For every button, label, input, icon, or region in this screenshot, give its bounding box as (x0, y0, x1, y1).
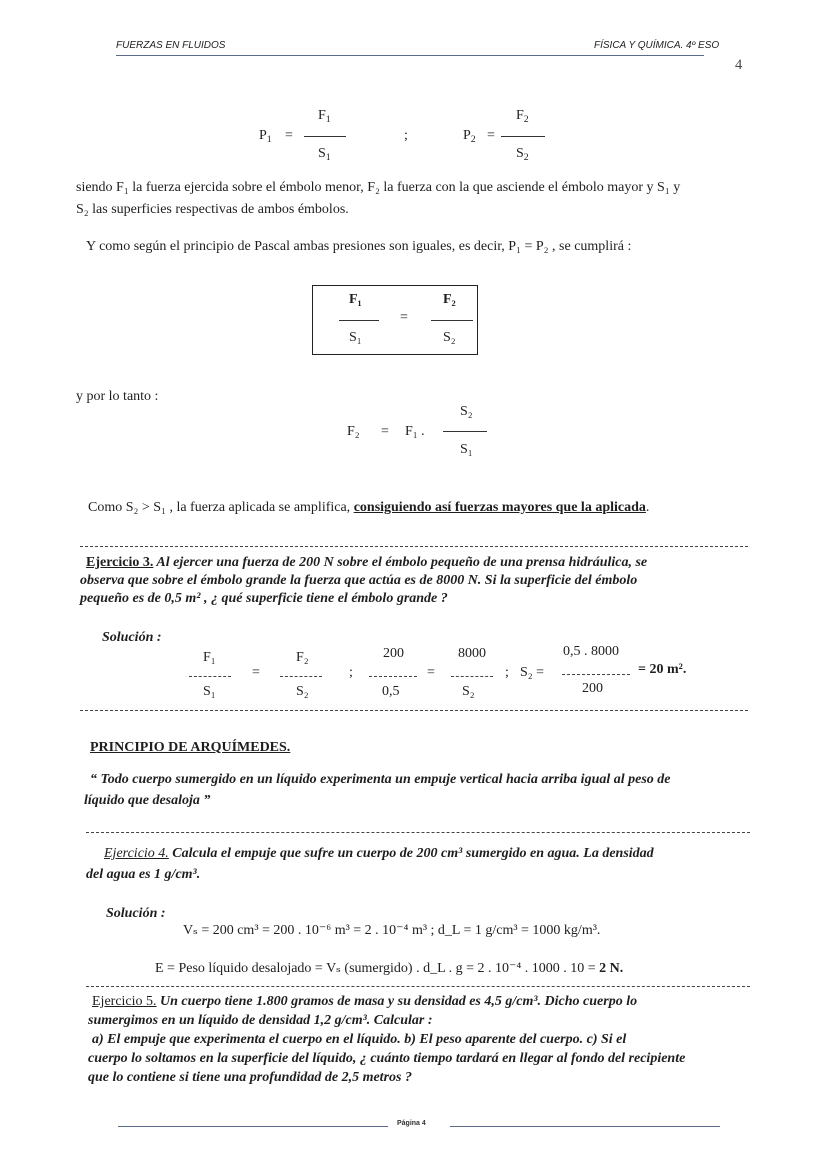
sol-s1: S₁ (203, 684, 216, 699)
body-text-1a: siendo F₁ la fuerza ejercida sobre el émbolo menor, F₂ la fuerza con la que asciende el émbolo mayor y S₁ y (76, 180, 681, 195)
body-text-1b: S₂ las superficies respectivas de ambos émbolos. (76, 202, 349, 217)
p2-numerator: $F_2$ (516, 108, 529, 125)
divider-3 (86, 832, 750, 833)
therefore-text: y por lo tanto : (76, 389, 159, 404)
p1-denominator: $S_1$ (318, 146, 331, 163)
boxed-s1: S₁ (349, 330, 362, 345)
sol-bar-1 (189, 676, 231, 677)
p2-equals: = (487, 128, 495, 143)
f2-equals: = (381, 424, 389, 439)
exercise-4-line-1: Ejercicio 4. Calcula el empuje que sufre un cuerpo de 200 cm³ sumergido en agua. La densidad (104, 846, 654, 861)
sol-bar-5 (562, 674, 630, 675)
boxed-f2: F₂ (443, 292, 456, 307)
separator: ; (404, 128, 408, 143)
sol-bar-4 (451, 676, 493, 677)
exercise-5-line-3: a) El empuje que experimenta el cuerpo en el líquido. b) El peso aparente del cuerpo. c) Si el (92, 1032, 627, 1047)
p2-symbol: $P_2$ (463, 128, 476, 145)
amplification-text: Como S₂ > S₁ , la fuerza aplicada se amplifica, consiguiendo así fuerzas mayores que la aplicada. (88, 500, 650, 515)
boxed-bar-1 (339, 320, 379, 321)
archimedes-quote-2: líquido que desaloja ” (84, 793, 211, 808)
boxed-bar-2 (431, 320, 473, 321)
footer-rule-left (118, 1126, 388, 1127)
sol-bar-2 (280, 676, 322, 677)
sol-den-result: 200 (582, 681, 603, 696)
sol-f1: F₁ (203, 650, 216, 665)
f2-lhs: F₂ (347, 424, 360, 439)
sol-eq-1: = (252, 665, 260, 680)
exercise-4-line-2: del agua es 1 g/cm³. (86, 867, 201, 882)
sol-s2-eq: S₂ = (520, 665, 545, 680)
exercise-3-line-3: pequeño es de 0,5 m² , ¿ qué superficie tiene el émbolo grande ? (80, 591, 448, 606)
sol-eq-2: = (427, 665, 435, 680)
ratio-bar (443, 431, 487, 432)
boxed-equals: = (400, 310, 408, 325)
sol-s2: S₂ (296, 684, 309, 699)
pascal-text: Y como según el principio de Pascal ambas presiones son iguales, es decir, P₁ = P₂ , se cumplirá : (86, 239, 632, 254)
ratio-numerator: S₂ (460, 404, 473, 419)
footer-rule-right (450, 1126, 720, 1127)
divider-4 (86, 986, 750, 987)
divider-2 (80, 710, 748, 711)
p1-fraction-bar (304, 136, 346, 137)
sol-f2: F₂ (296, 650, 309, 665)
exercise-3-solution-label: Solución : (102, 630, 162, 645)
sol-s2-den: S₂ (462, 684, 475, 699)
header-subject: FÍSICA Y QUÍMICA. 4º ESO (594, 40, 720, 51)
ratio-denominator: S₁ (460, 442, 473, 457)
header-title: FUERZAS EN FLUIDOS (116, 40, 226, 51)
p2-fraction-bar (501, 136, 545, 137)
exercise-4-calc-1: Vₛ = 200 cm³ = 200 . 10⁻⁶ m³ = 2 . 10⁻⁴ m³ ; d_L = 1 g/cm³ = 1000 kg/m³. (183, 923, 601, 938)
archimedes-heading: PRINCIPIO DE ARQUÍMEDES. (90, 740, 291, 755)
exercise-4-calc-2: E = Peso líquido desalojado = Vₛ (sumergido) . d_L . g = 2 . 10⁻⁴ . 1000 . 10 = 2 N. (155, 961, 624, 976)
sol-result: = 20 m². (638, 662, 687, 677)
sol-semi-2: ; (505, 665, 509, 680)
exercise-5-line-4: cuerpo lo soltamos en la superficie del líquido, ¿ cuánto tiempo tardará en llegar al fondo del recipiente (88, 1051, 686, 1066)
sol-semi-1: ; (349, 665, 353, 680)
footer-page-label: Página 4 (397, 1120, 426, 1127)
exercise-3-line-2: observa que sobre el émbolo grande la fuerza que actúa es de 8000 N. Si la superficie del émbolo (80, 573, 638, 588)
sol-05: 0,5 (382, 684, 400, 699)
sol-8000: 8000 (458, 646, 486, 661)
exercise-5-line-2: sumergimos en un líquido de densidad 1,2 g/cm³. Calcular : (88, 1013, 433, 1028)
f1-term: F₁ . (405, 424, 425, 439)
p1-symbol: $P_1$ (259, 128, 272, 145)
archimedes-quote-1: “ Todo cuerpo sumergido en un líquido experimenta un empuje vertical hacia arriba igual al peso de (90, 772, 671, 787)
exercise-4-solution-label: Solución : (106, 906, 166, 921)
divider-1 (80, 546, 748, 547)
sol-bar-3 (369, 676, 417, 677)
exercise-5-line-1: Ejercicio 5. Un cuerpo tiene 1.800 gramos de masa y su densidad es 4,5 g/cm³. Dicho cuerpo lo (92, 994, 638, 1009)
header-rule (116, 55, 704, 56)
exercise-5-line-5: que lo contiene si tiene una profundidad de 2,5 metros ? (88, 1070, 412, 1085)
p1-equals: = (285, 128, 293, 143)
p1-numerator: $F_1$ (318, 108, 331, 125)
boxed-s2: S₂ (443, 330, 456, 345)
sol-200: 200 (383, 646, 404, 661)
page-number: 4 (735, 57, 743, 73)
sol-num-result: 0,5 . 8000 (563, 644, 619, 659)
p2-denominator: $S_2$ (516, 146, 529, 163)
boxed-f1: F₁ (349, 292, 362, 307)
boxed-equation (312, 285, 478, 355)
exercise-3-line-1: Ejercicio 3. Al ejercer una fuerza de 200 N sobre el émbolo pequeño de una prensa hidráulica, se (86, 555, 648, 570)
